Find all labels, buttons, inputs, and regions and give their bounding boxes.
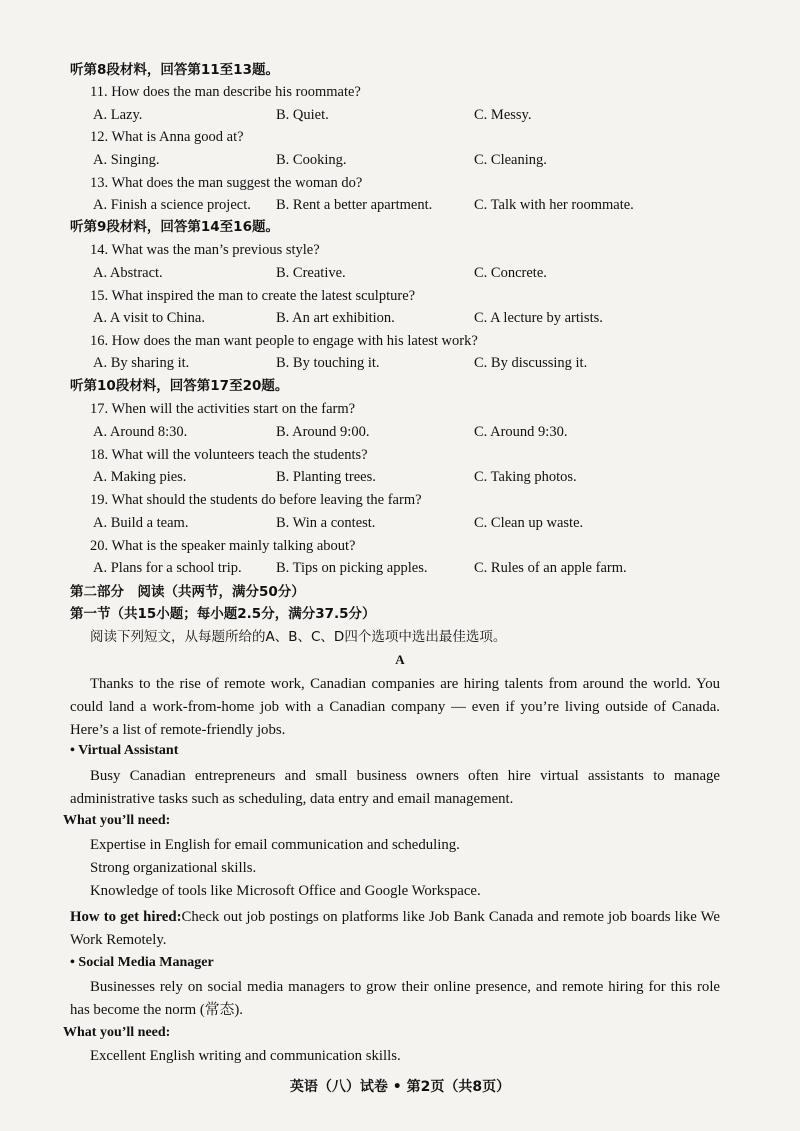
q12-option-b: B. Cooking. <box>276 152 347 168</box>
q20-option-a: A. Plans for a school trip. <box>93 560 242 576</box>
q20-option-b: B. Tips on picking apples. <box>276 560 428 576</box>
q17-option-b: B. Around 9:00. <box>276 424 370 440</box>
question-16: 16. How does the man want people to engage with his latest work? <box>90 333 478 349</box>
question-20: 20. What is the speaker mainly talking about? <box>90 538 356 554</box>
how-to-get-hired-label: How to get hired: <box>70 909 182 925</box>
q18-option-b: B. Planting trees. <box>276 469 376 485</box>
q17-option-a: A. Around 8:30. <box>93 424 188 440</box>
q12-option-a: A. Singing. <box>93 152 160 168</box>
virtual-assistant-heading: • Virtual Assistant <box>70 743 179 758</box>
q13-option-c: C. Talk with her roommate. <box>474 197 634 213</box>
question-18: 18. What will the volunteers teach the students? <box>90 447 368 463</box>
q13-option-a: A. Finish a science project. <box>93 197 251 213</box>
part-2-title: 第二部分 阅读（共两节，满分50分） <box>70 584 305 600</box>
section-9-header: 听第9段材料，回答第14至16题。 <box>70 219 279 235</box>
sm-needs-label: What you’ll need: <box>63 1025 171 1040</box>
question-19: 19. What should the students do before leaving the farm? <box>90 492 422 508</box>
q11-option-b: B. Quiet. <box>276 107 329 123</box>
va-need-1: Expertise in English for email communication and scheduling. <box>90 837 460 853</box>
q19-option-c: C. Clean up waste. <box>474 515 584 531</box>
q11-option-a: A. Lazy. <box>93 107 143 123</box>
section-10-header: 听第10段材料，回答第17至20题。 <box>70 378 289 394</box>
q19-option-a: A. Build a team. <box>93 515 189 531</box>
passage-label: A <box>395 652 405 667</box>
social-media-manager-description: Businesses rely on social media managers to grow their online presence, and remote hiring for this role has become the norm (常态). <box>70 979 720 1018</box>
q16-option-a: A. By sharing it. <box>93 355 190 371</box>
reading-instruction: 阅读下列短文，从每题所给的A、B、C、D四个选项中选出最佳选项。 <box>90 629 507 645</box>
q18-option-a: A. Making pies. <box>93 469 187 485</box>
va-need-2: Strong organizational skills. <box>90 860 257 876</box>
q14-option-c: C. Concrete. <box>474 265 547 281</box>
page-footer: 英语（八）试卷 • 第2页（共8页） <box>289 1079 511 1095</box>
question-14: 14. What was the man’s previous style? <box>90 242 320 258</box>
q14-option-b: B. Creative. <box>276 265 346 281</box>
q16-option-b: B. By touching it. <box>276 355 380 371</box>
va-needs-label: What you’ll need: <box>63 813 171 828</box>
q12-option-c: C. Cleaning. <box>474 152 547 168</box>
question-13: 13. What does the man suggest the woman do? <box>90 175 363 191</box>
question-12: 12. What is Anna good at? <box>90 129 244 145</box>
question-15: 15. What inspired the man to create the latest sculpture? <box>90 288 416 304</box>
q14-option-a: A. Abstract. <box>93 265 163 281</box>
intro-paragraph: Thanks to the rise of remote work, Canadian companies are hiring talents from around the world. You could land a work-from-home job with a Canadian company — even if you’re living outside of Canada. Here’s a list of remote-friendly jobs. <box>70 676 720 738</box>
q18-option-c: C. Taking photos. <box>474 469 577 485</box>
social-media-manager-heading: • Social Media Manager <box>70 955 214 970</box>
q11-option-c: C. Messy. <box>474 107 532 123</box>
question-11: 11. How does the man describe his roommate? <box>90 84 361 100</box>
sm-need-1: Excellent English writing and communication skills. <box>90 1048 401 1064</box>
how-to-get-hired-text: Check out job postings on platforms like Job Bank Canada and remote job boards like We Work Remotely. <box>70 909 720 948</box>
q13-option-b: B. Rent a better apartment. <box>276 197 433 213</box>
virtual-assistant-description: Busy Canadian entrepreneurs and small business owners often hire virtual assistants to manage administrative tasks such as scheduling, data entry and email management. <box>70 768 720 807</box>
section-8-header: 听第8段材料，回答第11至13题。 <box>70 62 279 78</box>
q15-option-a: A. A visit to China. <box>93 310 205 326</box>
q19-option-b: B. Win a contest. <box>276 515 376 531</box>
question-17: 17. When will the activities start on the farm? <box>90 401 356 417</box>
va-need-3: Knowledge of tools like Microsoft Office and Google Workspace. <box>90 883 481 899</box>
how-to-get-hired <box>70 906 720 952</box>
section-1-title: 第一节（共15小题；每小题2.5分，满分37.5分） <box>70 606 376 622</box>
q15-option-b: B. An art exhibition. <box>276 310 395 326</box>
q15-option-c: C. A lecture by artists. <box>474 310 603 326</box>
q20-option-c: C. Rules of an apple farm. <box>474 560 627 576</box>
q17-option-c: C. Around 9:30. <box>474 424 568 440</box>
q16-option-c: C. By discussing it. <box>474 355 588 371</box>
